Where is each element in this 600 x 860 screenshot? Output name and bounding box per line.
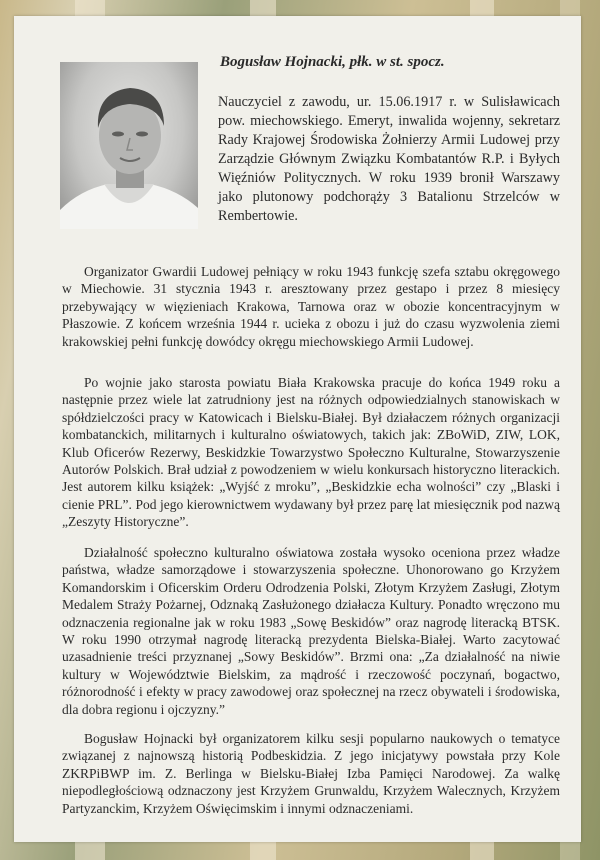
biography-paragraph: Organizator Gwardii Ludowej pełniący w roku 1943 funkcję szefa sztabu okręgowego w Miechowie. 31 stycznia 1943 r. aresztowany przez gestapo i przez 8 miesięcy przebywający w więzieniach Krakowa, Tarnowa oraz w obozie koncentracyjnym w Płaszowie. Z końcem września 1944 r. ucieka z obozu i już do czasu wyzwolenia ziemi krakowskiej pełni funkcję dowódcy okręgu miechowskiego Armii Ludowej. [62,264,560,349]
biography-paragraph: Po wojnie jako starosta powiatu Biała Krakowska pracuje do końca 1949 roku a następnie przez wiele lat zatrudniony jest na różnych odpowiedzialnych stanowiskach w spółdzielczości pracy w Katowicach i Bielsku-Białej. Był działaczem różnych organizacji kombatanckich, militarnych i kulturalno oświatowych, takich jak: ZBoWiD, ZIW, LOK, Klub Oficerów Rezerwy, Beskidzkie Towarzystwo Społeczno Kulturalne, Stowarzyszenie Autorów Polskich. Brał udział z powodzeniem w wielu konkursach historyczno literackich. Jest autorem kilku książek: „Wyjść z mroku”, „Beskidzkie echa wolności” czy „Blaski i cienie PRL”. Pod jego kierownictwem wydawany był przez parę lat miesięcznik pod nazwą „Zeszyty Historyczne”. [62,375,560,530]
intro-paragraph: Nauczyciel z zawodu, ur. 15.06.1917 r. w Sulisławicach pow. miechowskiego. Emeryt, inwalida wojenny, sekretarz Rady Krajowej Środowiska Żołnierzy Armii Ludowej przy Zarządzie Głównym Związku Kombatantów R.P. i Byłych Więźniów Politycznych. W roku 1939 bronił Warszawy jako plutonowy podchorąży 3 Batalionu Strzelców w Rembertowie. [218,94,560,224]
person-name-heading [220,54,580,71]
biography-panel [14,16,581,842]
person-name: Bogusław Hojnacki, [220,54,346,70]
person-rank: płk. w st. spocz. [349,54,445,70]
portrait-silhouette-icon [60,62,198,229]
biography-paragraph: Działalność społeczno kulturalno oświatowa została wysoko oceniona przez władze państwa, władze samorządowe i stowarzyszenia społeczne. Uhonorowano go Krzyżem Komandorskim i Oficerskim Orderu Odrodzenia Polski, Złotym Krzyżem Zasługi, Złotym Medalem Straży Pożarnej, Odznaką Zasłużonego działacza Kultury. Ponadto wręczono mu odznaczenia regionalne jak w roku 1983 „Sowę Beskidów” oraz nagrodę literacką BTSK. W roku 1990 otrzymał nagrodę literacką prezydenta Bielska-Białej. Warto zacytować uzasadnienie treści przyznanej „Sowy Beskidów”. Brzmi ona: „Za działalność na niwie kultury w Województwie Bielskim, za mądrość i rzeczowość poczynań, bogactwo, różnorodność i efekty w pracy zawodowej oraz społecznej na rzecz obywateli i środowiska, dla dobra regionu i ojczyzny.” [62,545,560,717]
biography-paragraph: Bogusław Hojnacki był organizatorem kilku sesji popularno naukowych o tematyce związanej z najnowszą historią Podbeskidzia. Z jego inicjatywy powstała przy Kole ZKRPiBWP im. Z. Berlinga w Bielsku-Białej Izba Pamięci Narodowej. Za walkę niepodległościową odznaczony jest Krzyżem Grunwaldu, Krzyżem Walecznych, Krzyżem Partyzanckim, Krzyżem Oświęcimskim i innymi odznaczeniami. [62,731,560,816]
portrait-photo [60,62,198,229]
